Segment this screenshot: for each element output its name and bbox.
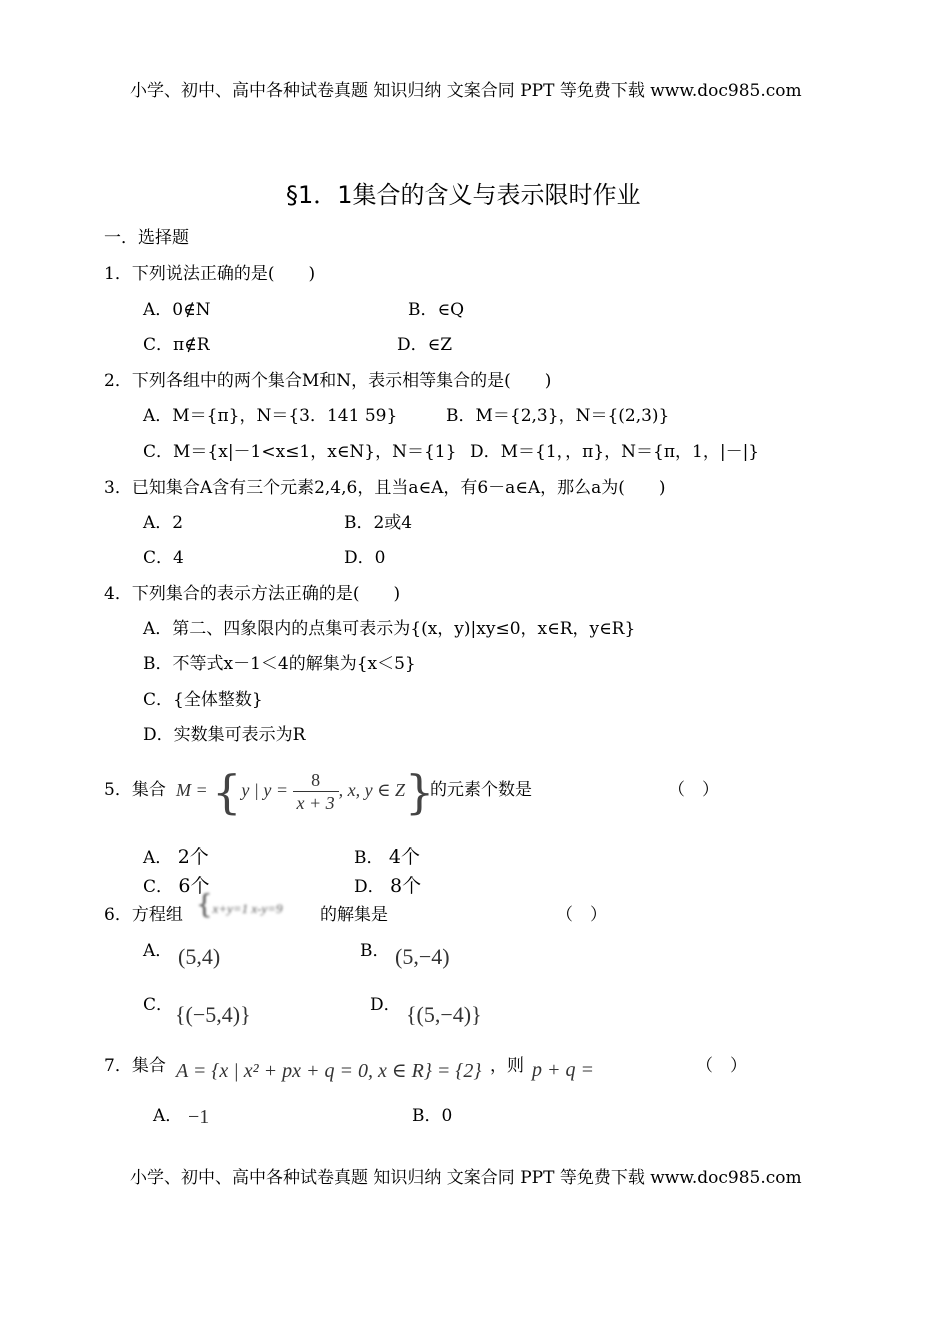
q6-equation-system: {x+y=1 x-y=9 bbox=[196, 890, 283, 920]
q6-option-d-label: D． bbox=[370, 995, 401, 1015]
q7-mid: ，则 bbox=[490, 1056, 524, 1076]
page-title: §1．1集合的含义与表示限时作业 bbox=[286, 181, 641, 209]
q1-option-b: B．∈Q bbox=[408, 300, 465, 320]
page-footer: 小学、初中、高中各种试卷真题 知识归纳 文案合同 PPT 等免费下载 www.doc985.com bbox=[130, 1168, 802, 1188]
q1-option-d: D．∈Z bbox=[397, 335, 453, 355]
q5-answer-paren: （ ） bbox=[668, 780, 719, 800]
q5-frac-num: 8 bbox=[293, 769, 339, 792]
q6-answer-paren: （ ） bbox=[556, 905, 607, 925]
q3-option-d: D．0 bbox=[344, 548, 386, 568]
q6-option-b-label: B． bbox=[360, 941, 390, 961]
q3-option-c: C．4 bbox=[143, 548, 184, 568]
q4-option-a: A．第二、四象限内的点集可表示为{(x，y)|xy≤0，x∈R，y∈R} bbox=[143, 619, 636, 639]
q5-frac-den: x + 3 bbox=[296, 793, 335, 814]
q5-option-b: B． 4个 bbox=[354, 846, 420, 868]
q7-prefix: 7．集合 bbox=[104, 1056, 166, 1076]
q5-set-inner-right: , x, y ∈ Z bbox=[338, 780, 405, 800]
q7-set-expression: A = {x | x² + px + q = 0, x ∈ R} = {2} bbox=[176, 1060, 482, 1082]
page-header: 小学、初中、高中各种试卷真题 知识归纳 文案合同 PPT 等免费下载 www.doc985.com bbox=[130, 81, 802, 101]
q1-option-a: A．0∉N bbox=[143, 300, 211, 320]
q6-prefix: 6．方程组 bbox=[104, 905, 183, 925]
q5-option-a: A． 2个 bbox=[143, 846, 209, 868]
q6-option-c-label: C． bbox=[143, 995, 174, 1015]
q6-option-c-value: {(−5,4)} bbox=[175, 1002, 251, 1027]
q5-set-inner-left: y | y = bbox=[241, 780, 293, 800]
q7-option-a-value: −1 bbox=[188, 1106, 210, 1128]
q5-option-d: D． 8个 bbox=[354, 875, 422, 897]
q6-option-d-value: {(5,−4)} bbox=[406, 1002, 482, 1027]
q7-answer-paren: （ ） bbox=[696, 1056, 747, 1076]
q6-option-a-value: (5,4) bbox=[178, 944, 221, 969]
q2-option-d: D．M＝{1，，π}，N＝{π，1，|－|} bbox=[470, 442, 760, 462]
q5-option-c: C． 6个 bbox=[143, 875, 210, 897]
q5-suffix: 的元素个数是 bbox=[430, 780, 532, 800]
q5-fraction bbox=[293, 769, 339, 814]
q1-stem: 1．下列说法正确的是( ) bbox=[104, 264, 316, 284]
q6-option-a-label: A． bbox=[143, 941, 173, 961]
q1-option-c: C．π∉R bbox=[143, 335, 210, 355]
q5-prefix: 5．集合 bbox=[104, 780, 166, 800]
q7-option-a-label: A． bbox=[153, 1106, 183, 1126]
q7-option-b: B．0 bbox=[412, 1106, 453, 1126]
q5-set-left: M = bbox=[176, 780, 213, 800]
q3-option-a: A．2 bbox=[143, 513, 184, 533]
q2-stem: 2．下列各组中的两个集合M和N，表示相等集合的是( ) bbox=[104, 371, 552, 391]
q2-option-c: C．M＝{x|－1<x≤1，x∈N}，N＝{1} bbox=[143, 442, 457, 462]
q4-stem: 4．下列集合的表示方法正确的是( ) bbox=[104, 584, 401, 604]
q2-option-a: A．M＝{π}，N＝{3．141 59} bbox=[143, 406, 398, 426]
q4-option-d: D．实数集可表示为R bbox=[143, 725, 306, 745]
q3-stem: 3．已知集合A含有三个元素2,4,6，且当a∈A，有6－a∈A，那么a为( ) bbox=[104, 478, 666, 498]
q2-option-b: B．M＝{2,3}，N＝{(2,3)} bbox=[446, 406, 670, 426]
q4-option-b: B．不等式x－1＜4的解集为{x＜5} bbox=[143, 654, 416, 674]
q6-suffix: 的解集是 bbox=[320, 905, 388, 925]
q7-expression-pq: p + q = bbox=[532, 1059, 594, 1081]
q6-option-b-value: (5,−4) bbox=[395, 944, 450, 969]
section-heading: 一．选择题 bbox=[104, 228, 189, 248]
q5-set-expression: M = {y | y = $\frac{8}{x + 3}$ , x, y ∈ Z} bbox=[176, 764, 435, 819]
q3-option-b: B．2或4 bbox=[344, 513, 413, 533]
q4-option-c: C．{全体整数} bbox=[143, 690, 263, 710]
